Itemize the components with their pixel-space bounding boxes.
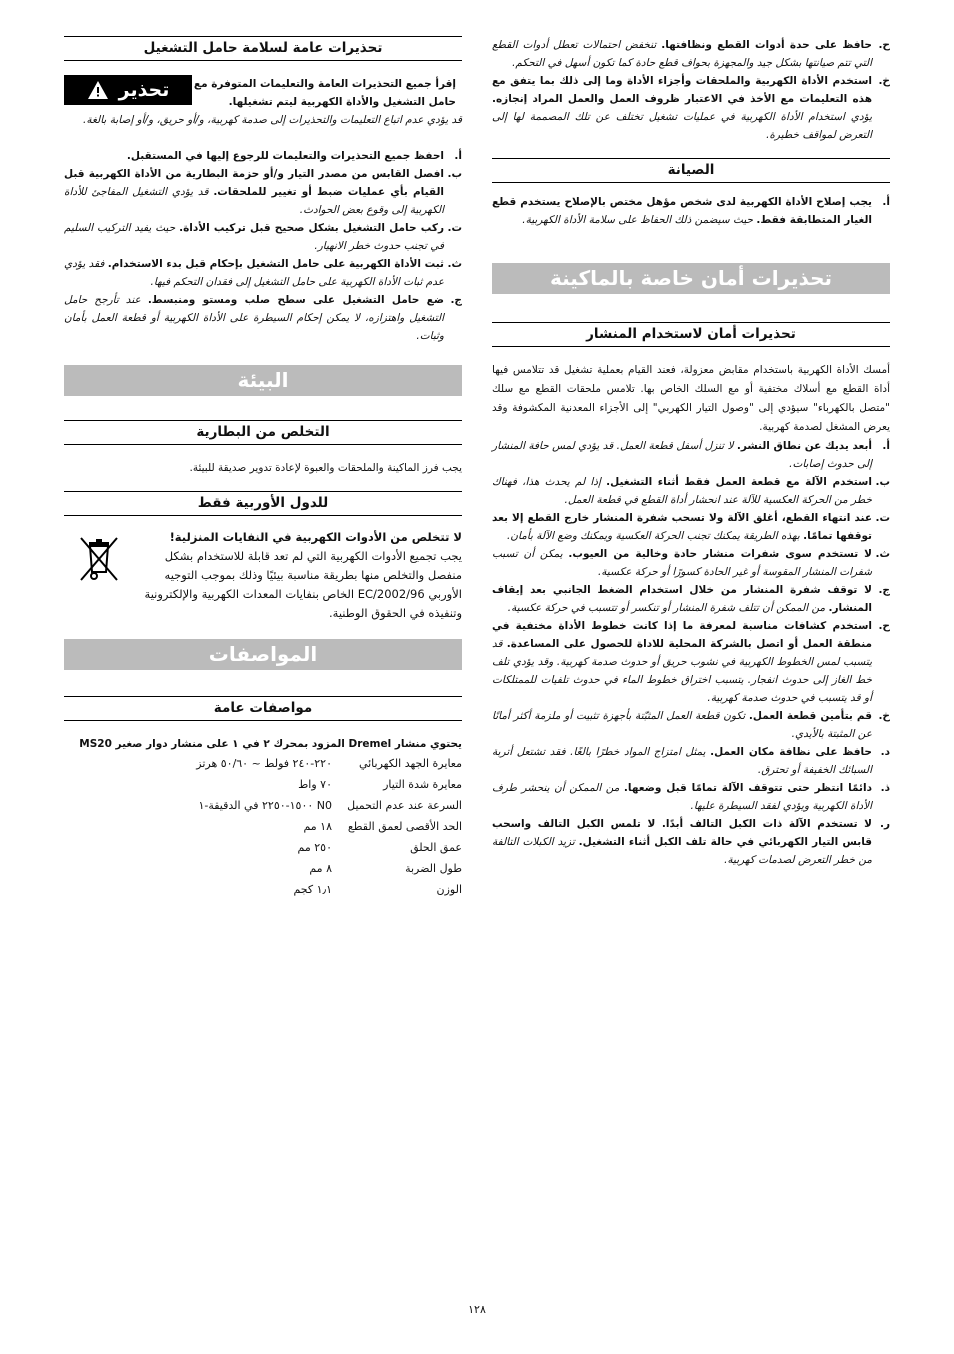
specifications-banner: المواصفات	[64, 639, 462, 670]
item-instruction: افصل القابس من مصدر التيار و/أو حزمة البطارية من الأداة الكهربية قبل القيام بأي عمليات ضبط أو تغيير للملحقات.	[64, 168, 444, 198]
item-label: أ.	[882, 196, 890, 208]
spec-key: السرعة عند عدم التحميل	[347, 799, 462, 812]
item-label: ح.	[878, 39, 890, 51]
spec-row	[64, 879, 462, 900]
list-item	[64, 219, 462, 255]
crossed-bin-icon	[77, 534, 121, 586]
item-instruction: يجب إصلاح الأداة الكهربية لدى شخص مؤهل مختص بالإصلاح يستخدم قطع الغيار المتطابقة فقط.	[492, 196, 872, 226]
item-text	[492, 779, 872, 815]
item-text	[492, 815, 872, 869]
battery-disposal-text: يجب فرز الماكينة والملحقات والعبوة لإعادة تدوير صديقة للبيئة.	[189, 462, 462, 474]
item-explanation: حيث سيضمن ذلك الحفاظ على سلامة الأداة الكهربية.	[522, 214, 754, 226]
item-text	[492, 509, 872, 545]
list-item	[64, 147, 462, 165]
warning-label: تحذير	[118, 79, 170, 101]
spec-key: طول الضربة	[405, 862, 462, 875]
right-column	[492, 36, 890, 869]
item-instruction: لا تستخدم الآلة ذات الكبل التالف أبدًا. لا تلمس الكبل التالف واسحب قابس التيار الكهربائي في حالة تلف الكبل أثناء التشغيل.	[492, 818, 873, 848]
spec-value: N0 ١٥٠٠-٢٢٥٠ في الدقيقة-١	[198, 799, 332, 812]
item-label: د.	[880, 746, 890, 758]
item-instruction: ضع حامل التشغيل على سطح صلب ومستو ومنبسط.	[147, 294, 444, 306]
item-text	[64, 219, 444, 255]
item-explanation: فقد يؤدي عدم ثبات الأداة الكهربية على حامل التشغيل إلى فقدان التحكم فيها.	[64, 258, 444, 288]
item-instruction: قم بتأمين قطعة العمل.	[748, 710, 873, 722]
battery-disposal-heading: التخلص من البطارية	[64, 420, 462, 445]
spec-key: عمق الحلق	[410, 841, 462, 854]
list-item	[492, 193, 890, 229]
list-item	[492, 473, 890, 509]
item-explanation: يؤدي استخدام الأداة الكهربية في عمليات تشغيل تختلف عن تلك المصممة لها إلى التعرض لمواقف خطيرة.	[492, 111, 872, 141]
item-instruction: حافظ على نظافة مكان العمل.	[710, 746, 872, 758]
item-instruction: ركب حامل التشغيل بشكل صحيح قبل تركيب الأداة.	[179, 222, 444, 234]
item-instruction: عند انتهاء القطع، أغلق الآلة ولا تسحب شفرة المنشار خارج القطع إلا بعد توقفها تمامًا.	[492, 512, 872, 542]
item-text	[64, 291, 444, 345]
item-explanation: حيث يفيد التركيب السليم في تجنب حدوث خطر الانهيار.	[64, 222, 444, 252]
warning-block	[64, 75, 462, 111]
item-explanation: من الممكن أن تتلف شفرة المنشار أو تنكسر أو تتسبب في حركة عكسية.	[507, 602, 826, 614]
list-item	[492, 509, 890, 545]
spec-key: الحد الأقصى لعمق القطع	[347, 820, 462, 833]
item-instruction: لا تستخدم سوى شفرات منشار حادة وخالية من العيوب.	[568, 548, 873, 560]
spec-row	[64, 816, 462, 837]
spec-value: ٨ مم	[309, 862, 332, 875]
item-explanation: تزيد الكبلات التالفة من خطر التعرض لصدمات كهربية.	[492, 836, 872, 866]
spec-key: الوزن	[436, 883, 462, 896]
maintenance-heading: الصيانة	[492, 158, 890, 183]
weee-block	[64, 528, 462, 623]
item-instruction: لا توقف شفرة المنشار من خلال استخدام الضغط الجانبي بعد إيقاف المنشار.	[492, 584, 872, 614]
item-text	[492, 36, 872, 72]
item-explanation: يمكن أن تسبب شفرات المنشار المقوسة أو غير الحادة كسورًا أو حركة عكسية.	[492, 548, 872, 578]
warning-label-box	[64, 75, 192, 105]
item-label: ث.	[875, 548, 890, 560]
item-label: ت.	[447, 222, 462, 234]
saw-safety-heading: تحذيرات أمان لاستخدام المنشار	[492, 322, 890, 347]
eu-only-heading: للدول الأوربية فقط	[64, 491, 462, 516]
item-text	[492, 617, 872, 707]
item-explanation: من الممكن أن ينحشر طرف الأداة الكهربية ويؤدي لفقد السيطرة عليها.	[492, 782, 872, 812]
list-item	[64, 165, 462, 219]
spec-key: معايرة شدة التيار	[383, 778, 462, 791]
list-item	[492, 72, 890, 144]
specs-intro: يحتوي منشار Dremel المزود بمحرك ٢ في ١ على منشار دوار صغير MS20	[79, 738, 462, 750]
spec-key: معايرة الجهد الكهربائي	[358, 757, 462, 770]
list-item	[64, 255, 462, 291]
spec-row	[64, 837, 462, 858]
item-instruction: دائمًا انتظر حتى تتوقف الآلة تمامًا قبل وضعها.	[623, 782, 872, 794]
spec-value: ٧٠ واط	[298, 778, 332, 791]
item-text	[492, 545, 872, 581]
warning-text: إقرأ جميع التحذيرات العامة والتعليمات المتوفرة مع حامل التشغيل والأداة الكهربية ليتم تشغيلها.	[193, 78, 456, 108]
list-item	[492, 815, 890, 869]
warning-triangle-icon	[87, 80, 109, 100]
item-instruction: استخدم الآلة مع قطعة العمل فقط أثناء التشغيل.	[606, 476, 872, 488]
item-text	[492, 72, 872, 144]
item-text	[492, 437, 872, 473]
item-label: خ.	[878, 75, 890, 87]
item-explanation: قد يؤدي التشغيل المفاجئ للأداة الكهربية إلى وقوع بعض الحوادث.	[64, 186, 444, 216]
item-label: ذ.	[880, 782, 890, 794]
item-instruction: احفظ جميع التحذيرات والتعليمات للرجوع إليها في المستقبل.	[126, 150, 444, 162]
item-label: أ.	[454, 150, 462, 162]
spec-value: ١٫١ كجم	[293, 883, 332, 896]
item-label: أ.	[882, 440, 890, 452]
saw-warnings-list	[492, 437, 890, 869]
list-item	[64, 291, 462, 345]
spec-value: ٢٢٠-٢٤٠ فولط ~ ٥٠/٦٠ هرتز	[196, 757, 332, 770]
item-label: ج.	[450, 294, 462, 306]
item-label: ر.	[879, 818, 890, 830]
item-explanation: إذا لم يحدث هذا، فهناك خطر من الحركة العكسية للآلة عند انحشار أداة القطع في قطعة العمل.	[492, 476, 872, 506]
item-label: خ.	[878, 710, 890, 722]
spec-value: ١٨ مم	[303, 820, 332, 833]
holder-safety-heading: تحذيرات عامة لسلامة حامل التشغيل	[64, 36, 462, 61]
spec-row	[64, 774, 462, 795]
item-instruction: أبعد يديك عن نطاق النشر.	[736, 440, 872, 452]
list-item	[492, 36, 890, 72]
item-label: ث.	[447, 258, 462, 270]
list-item	[492, 707, 890, 743]
top-items-list	[492, 36, 890, 144]
weee-line-1: لا تتخلص من الأدوات الكهربية في النفايات المنزلية!	[169, 530, 462, 544]
item-text	[492, 581, 872, 617]
left-column	[64, 36, 462, 900]
spec-value: ٢٥٠ مم	[297, 841, 332, 854]
spec-row	[64, 753, 462, 774]
item-explanation: تكون قطعة العمل المثبّتة بأجهزة تثبيت أو ملزمة أكثر أمانًا عن المثبتة بالأيدي.	[492, 710, 872, 740]
item-text	[64, 165, 444, 219]
list-item	[492, 545, 890, 581]
machine-safety-banner: تحذيرات أمان خاصة بالماكينة	[492, 263, 890, 294]
item-text	[492, 743, 872, 779]
item-label: ت.	[875, 512, 890, 524]
item-instruction: استخدم كشافات مناسبة لمعرفة ما إذا كانت خطوط الأداة مختفية في منطقة العمل أو اتصل بالشركة المحلية للاداة للحصول على المساعدة.	[492, 620, 872, 650]
item-text	[492, 707, 872, 743]
item-text	[64, 255, 444, 291]
item-text	[64, 147, 444, 165]
item-explanation: عند تأرجح حامل التشغيل واهتزازه، لا يمكن إحكام السيطرة على الأداة الكهربية أو قطعة العمل بأمان وثبات.	[64, 294, 444, 342]
item-label: ج.	[878, 584, 890, 596]
page-number: ١٢٨	[468, 1303, 486, 1316]
item-label: ح.	[878, 620, 890, 632]
item-explanation: تنخفض احتمالات تعطل أدوات القطع التي تتم صيانتها بشكل جيد والمجهزة بحواف قطع حادة كما تكون أسهل في التحكم.	[492, 39, 872, 69]
item-instruction: حافظ على حدة أدوات القطع ونظافتها.	[661, 39, 872, 51]
weee-text	[134, 528, 462, 623]
general-specs-heading: مواصفات عامة	[64, 696, 462, 721]
list-item	[492, 617, 890, 707]
weee-line-2: يجب تجميع الأدوات الكهربية التي لم تعد قابلة للاستخدام بشكل منفصل والتخلص منها بطريقة مناسبة بيئيًا وذلك بموجب التوجيه الأوربي 2002/96/EC الخاص بنفايات المعدات الكهربية والإلكترونية وتنفيذه في الحقوق الوطنية.	[144, 549, 462, 620]
item-explanation: قد يتسبب لمس الخطوط الكهربية في نشوب حريق أو حدوث صدمة كهربية. وقد يؤدي تلف خط الغاز إلى حدوث انفجار. يتسبب اختراق خطوط الماء في حدوث تلفيات للممتلكات أو قد يتسبب في حدوث صدمة كهربية.	[492, 638, 872, 704]
spec-row	[64, 858, 462, 879]
list-item	[492, 779, 890, 815]
list-item	[492, 581, 890, 617]
item-text	[492, 473, 872, 509]
environment-banner: البيئة	[64, 365, 462, 396]
specs-table	[64, 753, 462, 900]
warning-consequence: قد يؤدي عدم اتباع التعليمات والتحذيرات إلى صدمة كهربية، و/أو حريق، و/أو إصابة بالغة.	[83, 114, 462, 126]
list-item	[492, 437, 890, 473]
maintenance-list	[492, 193, 890, 229]
item-label: ب.	[875, 476, 890, 488]
spec-row	[64, 795, 462, 816]
saw-intro: أمسك الأداة الكهربية باستخدام مقابض معزولة، فعند القيام بعملية تشغيل قد تتلامس فيها أداة القطع مع أسلاك مختفية أو مع السلك الخاص بها. تلامس ملحقات القطع مع سلك "متصل بالكهرباء" سيؤدي إلى "وصول التيار الكهربي" إلى الأجزاء المعدنية المكشوفة وقد يعرض المشغل لصدمة كهربية.	[492, 364, 890, 433]
item-label: ب.	[447, 168, 462, 180]
item-explanation: لا تنزل أسفل قطعة العمل. قد يؤدي لمس حافة المنشار إلى حدوث إصابات.	[492, 440, 872, 470]
item-explanation: يمثل امتزاج المواد خطرًا بالغًا. فقد تشتعل أتربة السبائك الخفيفة أو تحترق.	[492, 746, 872, 776]
item-instruction: استخدم الأداة الكهربية والملحقات وأجزاء الأداة وما إلى ذلك بما يتفق مع هذه التعليمات مع الأخذ في الاعتبار ظروف العمل والعمل المراد إنجازه.	[492, 75, 872, 105]
holder-items-list	[64, 147, 462, 345]
item-explanation: بهذه الطريقة يمكنك تجنب الحركة العكسية ويمكنك وضع الآلة بأمان.	[506, 530, 800, 542]
list-item	[492, 743, 890, 779]
item-instruction: ثبت الأداة الكهربية على حامل التشغيل بإحكام قبل بدء الاستخدام.	[107, 258, 445, 270]
item-text	[492, 193, 872, 229]
